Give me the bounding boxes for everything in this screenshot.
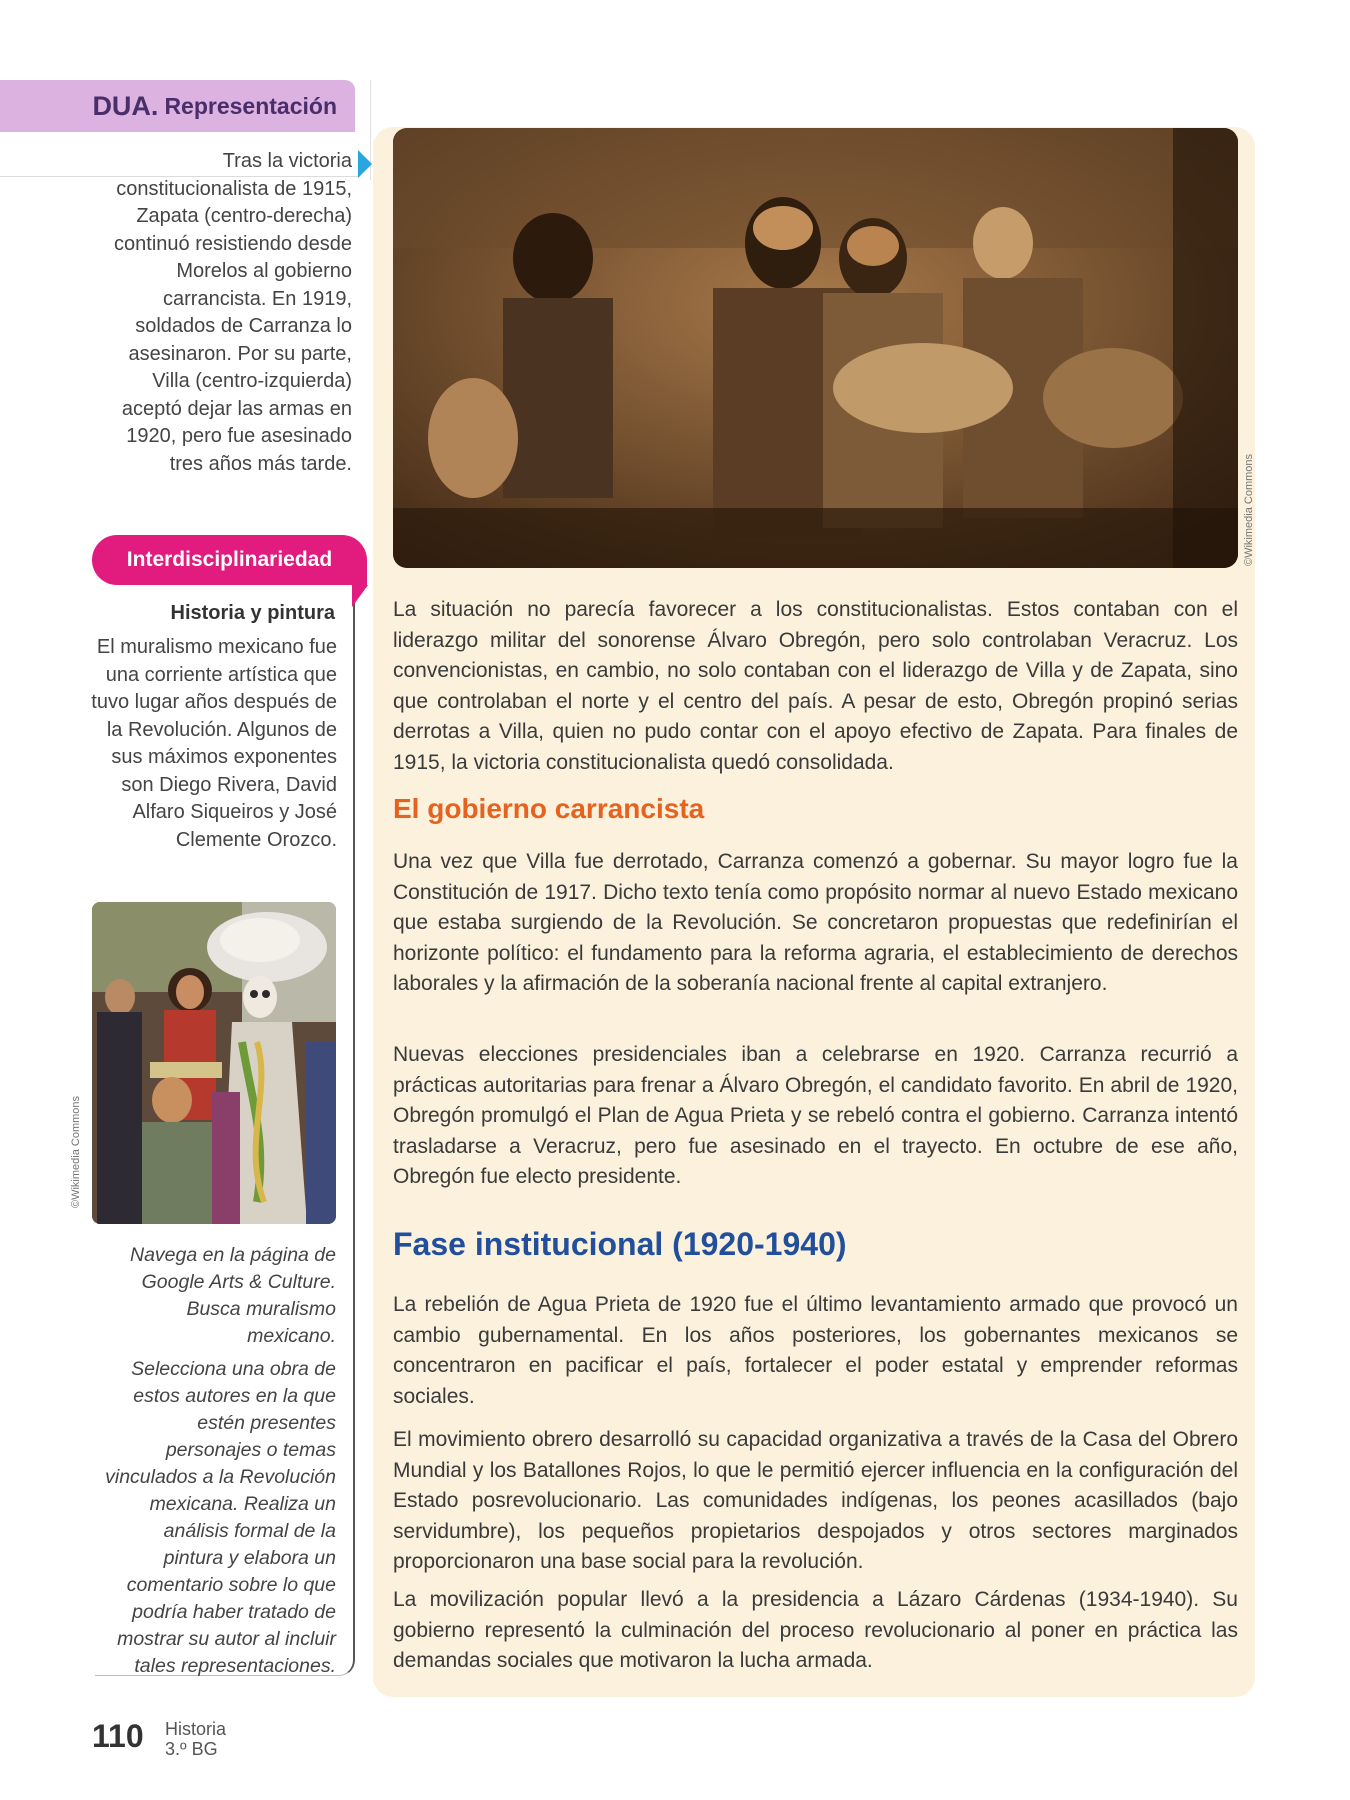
section-heading-carrancista: El gobierno carrancista [393,793,705,824]
activity-step-2: Selecciona una obra de estos autores en la que estén presentes personajes o temas vinculados a la Revolución mexicana. Realiza un análisis formal de la pintura y elabora un comentario sobre lo que podría haber tratado de mostrar su autor al incluir tales representaciones. [105,1358,336,1677]
footer-grade: 3.º BG [165,1739,218,1759]
paragraph-text: La situación no parecía favorecer a los constitucionalistas. Estos contaban con el liderazgo militar del sonorense Álvaro Obregón, pero solo controlaban Veracruz. Los convencionistas, en cambio, no solo contaban con el liderazgo de Villa y de Zapata, sino que controlaban el norte y el centro del país. A pesar de esto, Obregón propinó serias derrotas a Villa, quien no pudo contar con el apoyo efectivo de Zapata. Para finales de 1915, la victoria constitucionalista quedó consolidada. [393,598,1238,774]
activity-step-1: Navega en la página de Google Arts & Culture. Busca muralismo mexicano. [130,1244,336,1347]
paragraph-text: Una vez que Villa fue derrotado, Carranza comenzó a gobernar. Su mayor logro fue la Constitución de 1917. Dicho texto tenía como propósito normar al nuevo Estado mexicano que estaba surgiendo de la Revolución. Se concretaron propuestas que redefinirían el horizonte político: el fundamento para la reforma agraria, el establecimiento de derechos laborales y la afirmación de la soberanía nacional frente al capital extranjero. [393,850,1238,995]
interdisciplinary-heading: Historia y pintura [170,602,335,624]
photo-credit: ©Wikimedia Commons [1243,453,1255,566]
paragraph-text: El movimiento obrero desarrolló su capacidad organizativa a través de la Casa del Obrero Mundial y los Batallones Rojos, lo que le permitió ejercer influencia en la configuración del Estado posrevolucionario. Las comunidades indígenas, los peones acasillados (bajo servidumbre), los pequeños propietarios despojados y otros sectores marginados proporcionaron una base social para la revolución. [393,1428,1238,1573]
section-heading-institucional: Fase institucional (1920-1940) [393,1226,847,1262]
dua-label: DUA. [92,90,159,121]
paragraph-situacion [393,595,1238,778]
dua-label-rest: Representación [164,92,337,119]
paragraph-text: Nuevas elecciones presidenciales iban a celebrarse en 1920. Carranza recurrió a prácticas autoritarias para frenar a Álvaro Obregón, el candidato favorito. En abril de 1920, Obregón promulgó el Plan de Agua Prieta y se rebeló contra el gobierno. Carranza intentó trasladarse a Veracruz, pero fue asesinado en el trayecto. En octubre de ese año, Obregón fue electo presidente. [393,1043,1238,1188]
mural-image [92,902,336,1224]
interdisciplinary-header: Interdisciplinariedad [92,535,367,585]
paragraph-agua-prieta [393,1290,1238,1412]
footer-subject: Historia [165,1719,227,1739]
paragraph-text: La rebelión de Agua Prieta de 1920 fue el último levantamiento armado que provocó un cambio gubernamental. En los años posteriores, los gobernantes mexicanos se concentraron en pacificar el país, fortalecer el poder estatal y emprender reformas sociales. [393,1293,1238,1408]
paragraph-constitucion [393,847,1238,1000]
page-number: 110 [92,1718,144,1754]
paragraph-cardenas [393,1585,1238,1677]
interdisciplinary-text: El muralismo mexicano fue una corriente artística que tuvo lugar años después de la Revolución. Algunos de sus máximos exponentes son Diego Rivera, David Alfaro Siqueiros y José Clemente Orozco. [91,636,337,851]
activity-instructions [100,1242,336,1686]
mural-credit: ©Wikimedia Commons [70,1095,82,1208]
revolution-leaders-photo [393,128,1238,568]
dua-header [0,80,355,132]
paragraph-elecciones [393,1040,1238,1193]
pointer-arrow-icon [358,150,372,178]
paragraph-movimiento-obrero [393,1425,1238,1578]
paragraph-text: La movilización popular llevó a la presidencia a Lázaro Cárdenas (1934-1940). Su gobierno representó la culminación del proceso revolucionario al poner en práctica las demandas sociales que motivaron la lucha armada. [393,1588,1238,1672]
dua-caption: Tras la victoria constitucionalista de 1915, Zapata (centro-derecha) continuó resistiendo desde Morelos al gobierno carrancista. En 1919, soldados de Carranza lo asesinaron. Por su parte, Villa (centro-izquierda) aceptó dejar las armas en 1920, pero fue asesinado tres años más tarde. [114,150,352,475]
tab-fold-icon [352,585,368,607]
